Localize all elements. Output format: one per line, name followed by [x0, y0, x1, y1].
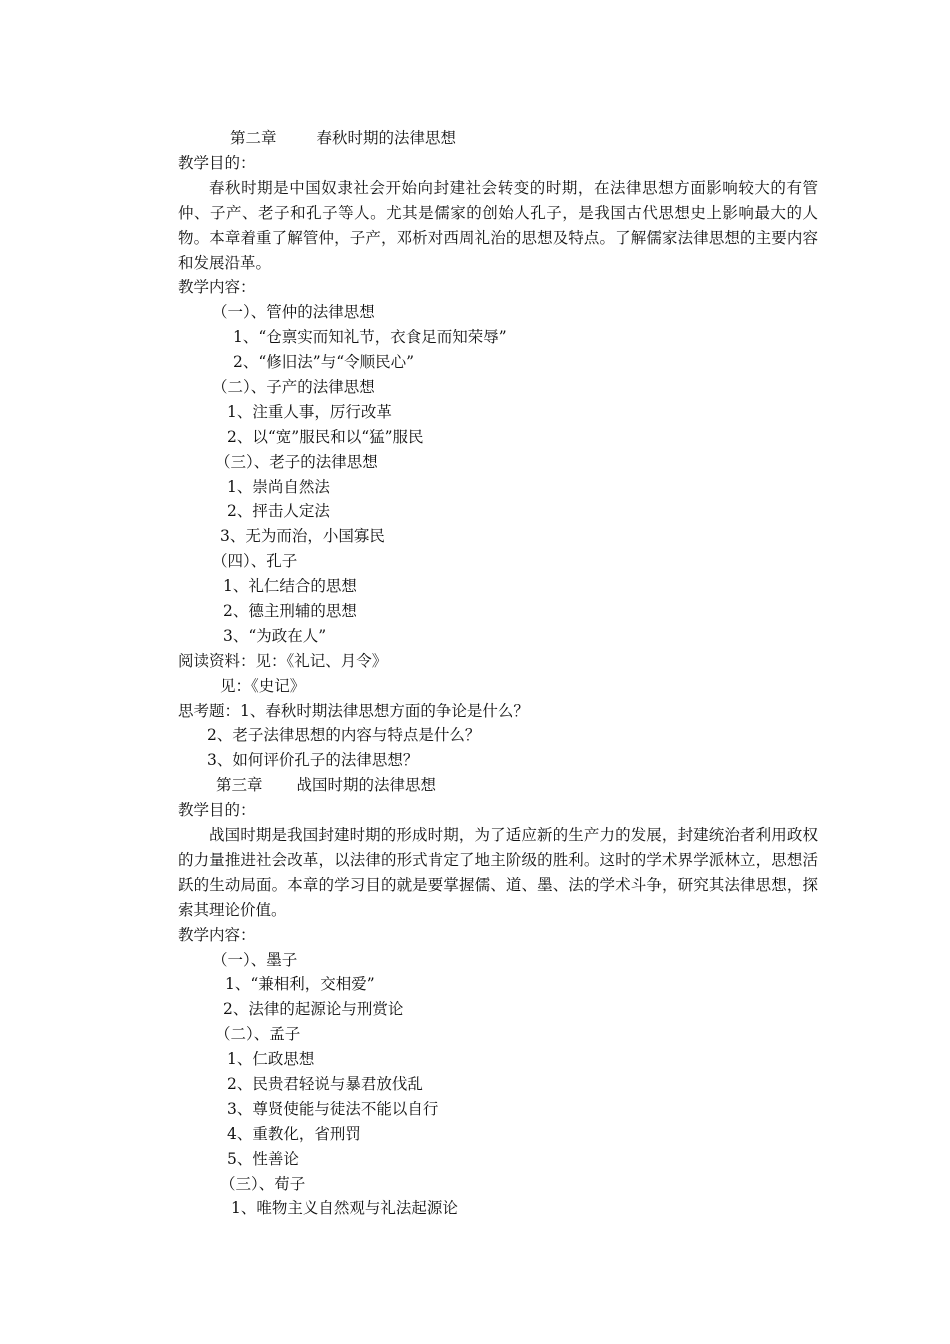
- list-item: 2、抨击人定法: [227, 502, 330, 521]
- list-item: 2、德主刑辅的思想: [223, 601, 357, 620]
- list-item: 1、唯物主义自然观与礼法起源论: [231, 1199, 458, 1218]
- chapter-title: 战国时期的法律思想: [296, 776, 437, 795]
- list-item: 1、崇尚自然法: [227, 477, 330, 496]
- list-item: 2、法律的起源论与刑赏论: [223, 1000, 404, 1019]
- chapter-heading: [178, 126, 818, 151]
- chapter-number: 第三章: [216, 776, 263, 795]
- list-item: 4、重教化，省刑罚: [227, 1124, 361, 1143]
- list-item: 2、“修旧法”与“令顺民心”: [233, 353, 415, 372]
- list-item: 3、“为政在人”: [223, 626, 327, 645]
- teaching-content-label: 教学内容：: [178, 925, 256, 944]
- reading-material: 阅读资料：见：《礼记、月令》: [178, 651, 388, 670]
- section-heading: （三）、老子的法律思想: [215, 452, 378, 471]
- teaching-content-label: 教学内容：: [178, 278, 256, 297]
- chapter-title: 春秋时期的法律思想: [316, 129, 457, 147]
- list-item: 3、无为而治，小国寡民: [220, 527, 385, 546]
- list-item: 2、以“宽”服民和以“猛”服民: [227, 427, 424, 446]
- section-heading: （二）、子产的法律思想: [212, 377, 375, 396]
- teaching-goal-text: 春秋时期是中国奴隶社会开始向封建社会转变的时期，在法律思想方面影响较大的有管仲、子产、老子和孔子等人。尤其是儒家的创始人孔子，是我国古代思想史上影响最大的人物。本章着重了解管仲，子产，邓析对西周礼治的思想及特点。了解儒家法律思想的主要内容和发展沿革。: [178, 178, 818, 272]
- list-item: 3、尊贤使能与徒法不能以自行: [227, 1099, 439, 1118]
- teaching-goal-label: 教学目的：: [178, 801, 256, 820]
- list-item: 1、仁政思想: [227, 1050, 315, 1069]
- chapter-heading: [178, 773, 818, 798]
- section-heading: （一）、墨子: [212, 950, 298, 969]
- section-heading: （三）、荀子: [220, 1174, 306, 1193]
- section-heading: （二）、孟子: [215, 1025, 301, 1044]
- teaching-goal-label: 教学目的：: [178, 153, 256, 172]
- section-heading: （一）、管仲的法律思想: [212, 303, 375, 322]
- list-item: 2、民贵君轻说与暴君放伐乱: [227, 1074, 423, 1093]
- chapter-number: 第二章: [230, 129, 277, 147]
- question: 思考题：1、春秋时期法律思想方面的争论是什么？: [178, 701, 529, 720]
- document-body: [178, 126, 818, 1221]
- list-item: 5、性善论: [227, 1149, 299, 1168]
- teaching-goal-text: 战国时期是我国封建时期的形成时期，为了适应新的生产力的发展，封建统治者利用政权的力量推进社会改革，以法律的形式肯定了地主阶级的胜利。这时的学术界学派林立，思想活跃的生动局面。本章的学习目的就是要掌握儒、道、墨、法的学术斗争，研究其法律思想，探索其理论价值。: [178, 826, 818, 919]
- list-item: 1、礼仁结合的思想: [223, 577, 357, 596]
- reading-material: 见：《史记》: [220, 676, 306, 695]
- question: 3、如何评价孔子的法律思想？: [207, 751, 419, 770]
- list-item: 1、注重人事，厉行改革: [227, 402, 392, 421]
- list-item: 1、“兼相利，交相爱”: [225, 975, 375, 994]
- list-item: 1、“仓禀实而知礼节，衣食足而知荣辱”: [233, 328, 507, 347]
- section-heading: （四）、孔子: [212, 552, 298, 571]
- question: 2、老子法律思想的内容与特点是什么？: [207, 726, 481, 745]
